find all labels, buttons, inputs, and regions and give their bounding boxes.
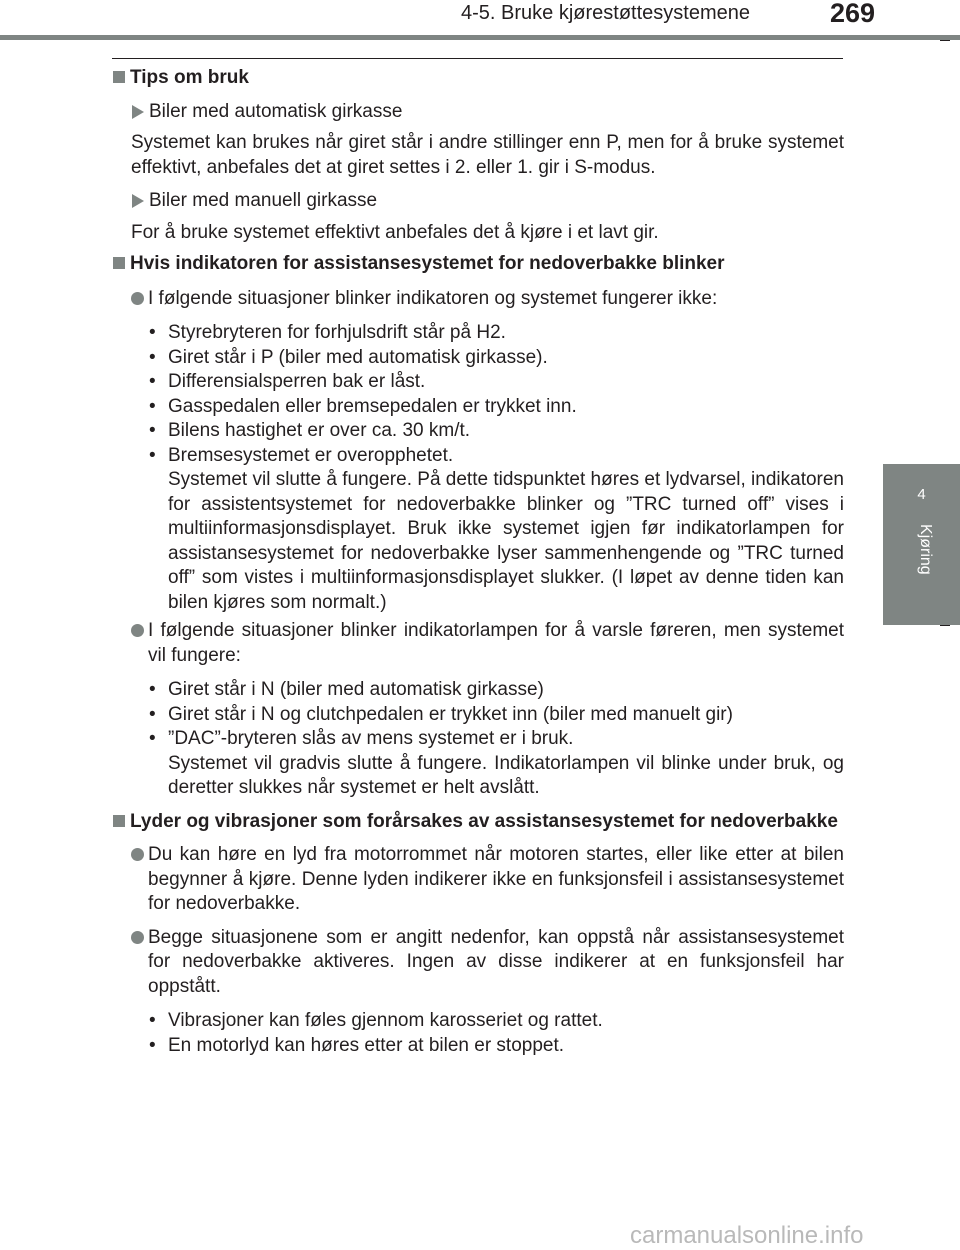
bullet-item: • ”DAC”-bryteren slås av mens systemet er i bruk. Systemet vil gradvis slutte å fungere. Indikatorlampen vil blinke under bruk, og deretter slukkes når systemet er helt avslått. — [112, 727, 844, 801]
subheading-automatic — [112, 100, 844, 125]
arrow-marker-icon — [132, 194, 144, 208]
list-item — [112, 926, 844, 1000]
watermark: carmanualsonline.info — [630, 1222, 864, 1249]
list-item-text: I følgende situasjoner blinker indikatorlampen for å varsle føreren, men systemet vil fungere: — [148, 620, 844, 666]
list-item-text: Du kan høre en lyd fra motorrommet når motoren startes, eller like etter at bilen begynner å kjøre. Denne lyden indikerer ikke en funksjonsfeil i assistansesystemet for nedoverbakke. — [148, 844, 844, 914]
section-title: 4-5. Bruke kjørestøttesystemene — [461, 2, 750, 24]
bullet-list — [112, 1009, 844, 1058]
bullet-note: Systemet vil slutte å fungere. På dette tidspunktet høres et lydvarsel, indikatoren for assistentsystemet for nedoverbakke blinker og ”TRC turned off” vises i multiinformasjonsdisplayet. Bruk ikke systemet igjen før indikatorlampen for assistansesystemet for nedoverbakke lyser sammenhengende og ”TRC turned off” som vistes i multiinformasjonsdisplayet slukker. (I løpet av denne tiden kan bilen kjøres som normalt.) — [168, 469, 844, 613]
list-item-text: I følgende situasjoner blinker indikatoren og systemet fungerer ikke: — [148, 287, 718, 309]
bullet-item: • Giret står i N (biler med automatisk girkasse) — [149, 679, 544, 700]
section-heading-tips — [112, 66, 844, 91]
bullet-list — [112, 321, 844, 615]
paragraph: For å bruke systemet effektivt anbefales det å kjøre i et lavt gir. — [131, 221, 659, 243]
bullet-item: • Styrebryteren for forhjulsdrift står på H2. — [149, 322, 506, 343]
bullet-item: • Differensialsperren bak er låst. — [149, 371, 426, 392]
list-item — [112, 843, 844, 917]
crop-mark — [940, 40, 950, 41]
subheading-text: Biler med manuell girkasse — [149, 190, 378, 211]
arrow-marker-icon — [132, 105, 144, 119]
heading-text: Lyder og vibrasjoner som forårsakes av assistansesystemet for nedoverbakke — [130, 810, 838, 832]
square-marker-icon — [113, 71, 125, 83]
page-content — [112, 64, 844, 1058]
subheading-text: Biler med automatisk girkasse — [149, 100, 403, 122]
bullet-item: • Bremsesystemet er overopphetet. Systemet vil slutte å fungere. På dette tidspunktet høres et lydvarsel, indikatoren for assistentsystemet for nedoverbakke blinker og ”TRC turned off” vises i multiinformasjonsdisplayet. Bruk ikke systemet igjen før indikatorlampen for assistansesystemet for nedoverbakke lyser sammenhengende og ”TRC turned off” som vistes i multiinformasjonsdisplayet slukker. (I løpet av denne tiden kan bilen kjøres som normalt.) — [112, 444, 844, 616]
bullet-item: • Vibrasjoner kan føles gjennom karosseriet og rattet. — [149, 1010, 603, 1031]
bullet-dot-icon — [131, 624, 144, 637]
list-item-text: Begge situasjonene som er angitt nedenfor, kan oppstå når assistansesystemet for nedoverbakke aktiveres. Ingen av disse indikerer at en funksjonsfeil har oppstått. — [148, 926, 844, 997]
list-item — [112, 287, 844, 312]
bullet-item: • Gasspedalen eller bremsepedalen er trykket inn. — [149, 395, 577, 417]
chapter-label: Kjøring — [917, 524, 934, 575]
bullet-dot-icon — [131, 931, 144, 944]
header-rule — [0, 35, 960, 40]
chapter-number: 4 — [917, 486, 926, 503]
heading-text: Hvis indikatoren for assistansesystemet for nedoverbakke blinker — [130, 253, 725, 274]
chapter-tab[interactable] — [883, 464, 960, 625]
bullet-item: • Bilens hastighet er over ca. 30 km/t. — [149, 420, 471, 441]
bullet-dot-icon — [131, 848, 144, 861]
section-heading-blinking — [112, 252, 844, 277]
bullet-item: • En motorlyd kan høres etter at bilen er stoppet. — [149, 1034, 565, 1056]
subheading-manual — [112, 189, 844, 214]
bullet-item: • Giret står i N og clutchpedalen er trykket inn (biler med manuelt gir) — [149, 703, 733, 725]
heading-text: Tips om bruk — [130, 67, 249, 88]
paragraph: Systemet kan brukes når giret står i andre stillinger enn P, men for å bruke systemet effektivt, anbefales det at giret settes i 2. eller 1. gir i S-modus. — [131, 132, 844, 178]
square-marker-icon — [113, 815, 125, 827]
crop-mark — [940, 625, 950, 626]
page-number: 269 — [830, 0, 876, 28]
bullet-note: Systemet vil gradvis slutte å fungere. Indikatorlampen vil blinke under bruk, og deretter slukkes når systemet er helt avslått. — [168, 752, 844, 798]
bullet-dot-icon — [131, 292, 144, 305]
square-marker-icon — [113, 257, 125, 269]
list-item — [112, 619, 844, 668]
section-heading-sounds — [112, 810, 844, 835]
bullet-item: • Giret står i P (biler med automatisk girkasse). — [149, 346, 548, 368]
content-top-rule — [112, 58, 843, 59]
bullet-list — [112, 678, 844, 801]
